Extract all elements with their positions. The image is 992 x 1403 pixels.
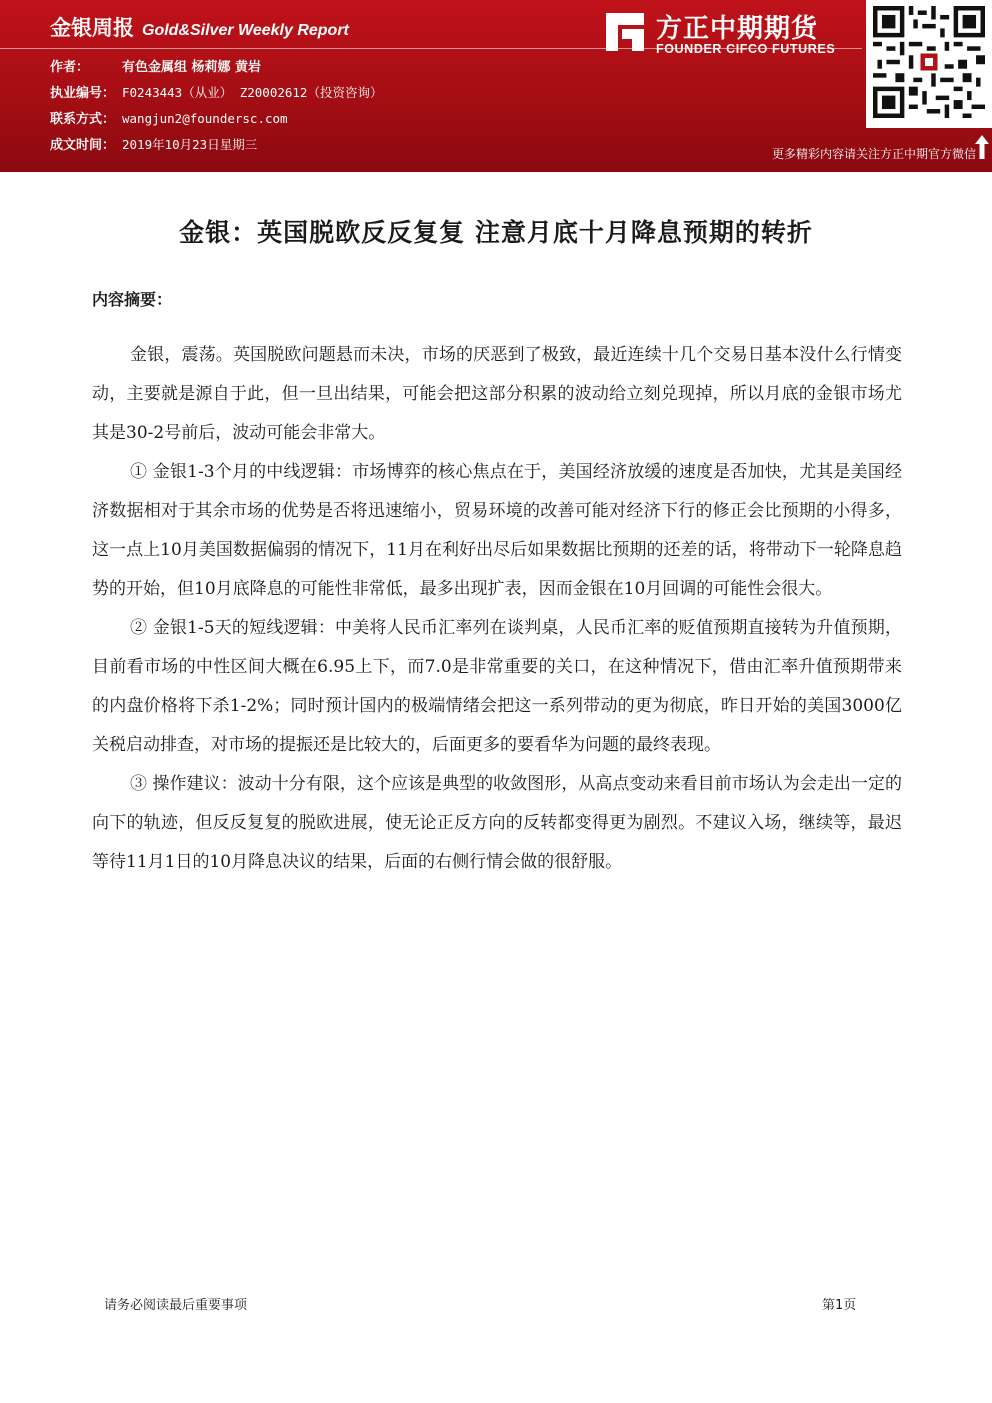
date-label: 成文时间： — [50, 138, 116, 153]
report-header — [0, 0, 992, 172]
summary-paragraph: ② 金银1-5天的短线逻辑：中美将人民币汇率列在谈判桌，人民币汇率的贬值预期直接转为升值预期，目前看市场的中性区间大概在6.95上下，而7.0是非常重要的关口，在这种情况下，借由汇率升值预期带来的内盘价格将下杀1-2%；同时预计国内的极端情绪会把这一系列带动的更为彻底，昨日开始的美国3000亿关税启动排查，对市场的提振还是比较大的，后面更多的要看华为问题的最终表现。 — [92, 618, 902, 755]
summary-paragraph: ① 金银1-3个月的中线逻辑：市场博弈的核心焦点在于，美国经济放缓的速度是否加快，尤其是美国经济数据相对于其余市场的优势是否将迅速缩小，贸易环境的改善可能对经济下行的修正会比预期的小得多，这一点上10月美国数据偏弱的情况下，11月在利好出尽后如果数据比预期的还差的话，将带动下一轮降息趋势的开始，但10月底降息的可能性非常低，最多出现扩表，因而金银在10月回调的可能性会很大。 — [92, 462, 902, 599]
page-number: 第1页 — [822, 1298, 857, 1313]
date-value: 2019年10月23日星期三 — [122, 137, 258, 152]
author-label: 作者： — [50, 60, 90, 75]
series-title-en: Gold&Silver Weekly Report — [142, 22, 349, 39]
author-value: 有色金属组 杨莉娜 黄岩 — [122, 60, 262, 75]
wechat-qr-code[interactable] — [866, 0, 992, 128]
report-title: 金银：英国脱欧反反复复 注意月底十月降息预期的转折 — [179, 218, 813, 247]
footer-disclaimer-notice: 请务必阅读最后重要事项 — [104, 1298, 248, 1313]
arrow-up-icon — [974, 134, 990, 160]
summary-paragraph: 金银，震荡。英国脱欧问题悬而未决，市场的厌恶到了极致，最近连续十几个交易日基本没什么行情变动，主要就是源自于此，但一旦出结果，可能会把这部分积累的波动给立刻兑现掉，所以月底的金银市场尤其是30-2号前后，波动可能会非常大。 — [92, 345, 902, 443]
series-title-cn: 金银周报 — [50, 16, 134, 40]
contact-row — [50, 108, 288, 127]
company-name-en: FOUNDER CIFCO FUTURES — [656, 42, 836, 56]
license-row — [50, 82, 382, 101]
report-series-title — [50, 12, 349, 42]
summary-paragraph: ③ 操作建议：波动十分有限，这个应该是典型的收敛图形，从高点变动来看目前市场认为会走出一定的向下的轨迹，但反反复复的脱欧进展，使无论正反方向的反转都变得更为剧烈。不建议入场，继续等，最迟等待11月1日的10月降息决议的结果，后面的右侧行情会做的很舒服。 — [92, 774, 902, 872]
qr-code-icon — [873, 6, 985, 118]
author-row — [50, 56, 261, 75]
license-label: 执业编号： — [50, 86, 116, 101]
license-value: F0243443（从业） Z20002612（投资咨询） — [122, 85, 383, 100]
wechat-follow-note: 更多精彩内容请关注方正中期官方微信 — [771, 147, 976, 161]
company-name-cn: 方正中期期货 — [656, 14, 819, 44]
summary-heading: 内容摘要： — [92, 290, 173, 309]
contact-label: 联系方式： — [50, 112, 116, 127]
company-logo-icon — [604, 11, 646, 53]
date-row — [50, 134, 257, 153]
contact-email[interactable]: wangjun2@foundersc.com — [122, 111, 288, 126]
summary-body — [92, 336, 902, 882]
